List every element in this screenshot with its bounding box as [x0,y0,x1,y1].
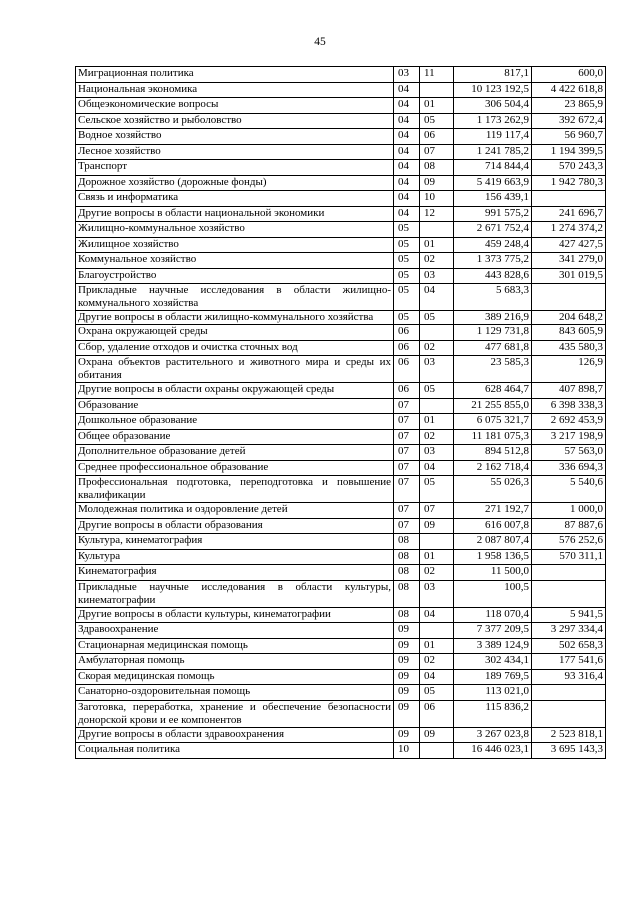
row-value-2: 5 540,6 [532,476,606,503]
budget-table [75,66,606,759]
row-value-2: 241 696,7 [532,206,606,222]
row-section-code: 09 [394,669,420,685]
row-value-2 [532,580,606,607]
row-subsection-code: 02 [420,253,454,269]
row-name: Среднее профессиональное образование [76,460,394,476]
row-value-1: 21 255 855,0 [454,398,532,414]
row-value-1: 113 021,0 [454,685,532,701]
table-row [76,549,606,565]
row-name: Национальная экономика [76,82,394,98]
table-row [76,700,606,727]
page-number: 45 [314,36,326,48]
row-name: Прикладные научные исследования в области культуры, кинематографии [76,580,394,607]
table-row [76,398,606,414]
row-value-2: 843 605,9 [532,325,606,341]
row-name: Водное хозяйство [76,129,394,145]
row-name: Другие вопросы в области культуры, кинематографии [76,607,394,623]
row-value-2: 56 960,7 [532,129,606,145]
row-subsection-code: 05 [420,685,454,701]
row-subsection-code: 02 [420,340,454,356]
row-subsection-code: 05 [420,476,454,503]
row-name: Другие вопросы в области национальной экономики [76,206,394,222]
row-subsection-code: 09 [420,727,454,743]
row-value-1: 23 585,3 [454,356,532,383]
row-section-code: 09 [394,623,420,639]
row-subsection-code [420,623,454,639]
table-row [76,534,606,550]
row-value-1: 5 683,3 [454,284,532,311]
table-row [76,638,606,654]
row-value-2 [532,284,606,311]
table-row [76,356,606,383]
row-value-2: 407 898,7 [532,383,606,399]
budget-table-body [76,67,606,759]
table-row [76,237,606,253]
table-row [76,476,606,503]
row-value-2: 301 019,5 [532,268,606,284]
row-name: Социальная политика [76,743,394,759]
row-value-1: 616 007,8 [454,518,532,534]
row-section-code: 04 [394,98,420,114]
row-value-2: 3 297 334,4 [532,623,606,639]
row-subsection-code [420,325,454,341]
row-value-2: 177 541,6 [532,654,606,670]
table-row [76,113,606,129]
row-subsection-code: 03 [420,268,454,284]
row-value-2: 5 941,5 [532,607,606,623]
row-section-code: 07 [394,445,420,461]
row-section-code: 10 [394,743,420,759]
table-row [76,191,606,207]
row-value-1: 306 504,4 [454,98,532,114]
row-name: Культура [76,549,394,565]
row-section-code: 07 [394,460,420,476]
row-value-2 [532,685,606,701]
table-row [76,160,606,176]
row-name: Охрана окружающей среды [76,325,394,341]
row-name: Коммунальное хозяйство [76,253,394,269]
row-name: Прикладные научные исследования в области жилищно-коммунального хозяйства [76,284,394,311]
row-name: Общеэкономические вопросы [76,98,394,114]
row-value-1: 271 192,7 [454,503,532,519]
table-row [76,654,606,670]
row-name: Культура, кинематография [76,534,394,550]
row-value-1: 302 434,1 [454,654,532,670]
row-value-1: 11 181 075,3 [454,429,532,445]
row-name: Здравоохранение [76,623,394,639]
row-subsection-code: 03 [420,580,454,607]
row-value-2 [532,191,606,207]
row-subsection-code: 04 [420,284,454,311]
row-value-2: 392 672,4 [532,113,606,129]
row-subsection-code: 08 [420,160,454,176]
table-row [76,460,606,476]
row-subsection-code: 01 [420,549,454,565]
table-row [76,206,606,222]
row-value-1: 1 958 136,5 [454,549,532,565]
row-value-1: 443 828,6 [454,268,532,284]
table-row [76,67,606,83]
row-value-2: 435 580,3 [532,340,606,356]
row-value-2: 341 279,0 [532,253,606,269]
row-subsection-code: 05 [420,311,454,325]
row-section-code: 06 [394,383,420,399]
row-subsection-code: 12 [420,206,454,222]
row-value-2: 600,0 [532,67,606,83]
row-value-1: 991 575,2 [454,206,532,222]
row-name: Жилищно-коммунальное хозяйство [76,222,394,238]
table-row [76,685,606,701]
row-section-code: 07 [394,398,420,414]
row-name: Миграционная политика [76,67,394,83]
row-subsection-code: 04 [420,669,454,685]
table-row [76,383,606,399]
row-value-2: 1 942 780,3 [532,175,606,191]
table-row [76,743,606,759]
row-subsection-code: 01 [420,414,454,430]
table-row [76,340,606,356]
row-name: Кинематография [76,565,394,581]
row-subsection-code [420,743,454,759]
row-value-1: 1 173 262,9 [454,113,532,129]
table-row [76,503,606,519]
row-section-code: 05 [394,268,420,284]
row-value-2: 336 694,3 [532,460,606,476]
row-subsection-code: 09 [420,518,454,534]
row-section-code: 05 [394,253,420,269]
table-row [76,129,606,145]
row-value-2: 2 523 818,1 [532,727,606,743]
row-value-1: 2 087 807,4 [454,534,532,550]
row-section-code: 07 [394,518,420,534]
row-subsection-code: 03 [420,356,454,383]
row-name: Санаторно-оздоровительная помощь [76,685,394,701]
row-section-code: 07 [394,429,420,445]
row-value-1: 2 162 718,4 [454,460,532,476]
row-section-code: 09 [394,685,420,701]
row-section-code: 04 [394,160,420,176]
row-section-code: 03 [394,67,420,83]
row-subsection-code: 04 [420,460,454,476]
row-name: Стационарная медицинская помощь [76,638,394,654]
row-section-code: 06 [394,325,420,341]
row-value-1: 894 512,8 [454,445,532,461]
row-name: Транспорт [76,160,394,176]
row-value-1: 389 216,9 [454,311,532,325]
row-section-code: 09 [394,727,420,743]
row-value-2: 3 695 143,3 [532,743,606,759]
row-name: Дошкольное образование [76,414,394,430]
row-name: Образование [76,398,394,414]
row-value-2: 570 243,3 [532,160,606,176]
row-section-code: 05 [394,284,420,311]
table-row [76,607,606,623]
row-value-2: 87 887,6 [532,518,606,534]
row-section-code: 04 [394,144,420,160]
row-value-1: 55 026,3 [454,476,532,503]
row-subsection-code: 07 [420,503,454,519]
row-subsection-code [420,534,454,550]
row-value-1: 1 129 731,8 [454,325,532,341]
row-value-2: 1 194 399,5 [532,144,606,160]
row-subsection-code: 09 [420,175,454,191]
table-row [76,445,606,461]
row-subsection-code: 01 [420,237,454,253]
row-section-code: 06 [394,340,420,356]
row-section-code: 07 [394,476,420,503]
table-row [76,429,606,445]
row-subsection-code: 02 [420,565,454,581]
row-name: Сбор, удаление отходов и очистка сточных вод [76,340,394,356]
table-row [76,669,606,685]
row-value-2 [532,700,606,727]
row-name: Благоустройство [76,268,394,284]
row-value-1: 3 389 124,9 [454,638,532,654]
row-value-1: 459 248,4 [454,237,532,253]
table-row [76,222,606,238]
row-value-1: 16 446 023,1 [454,743,532,759]
row-name: Другие вопросы в области охраны окружающей среды [76,383,394,399]
row-subsection-code: 07 [420,144,454,160]
row-subsection-code: 01 [420,98,454,114]
row-value-2: 3 217 198,9 [532,429,606,445]
table-row [76,144,606,160]
row-value-1: 1 373 775,2 [454,253,532,269]
row-name: Другие вопросы в области жилищно-коммунального хозяйства [76,311,394,325]
row-value-2: 204 648,2 [532,311,606,325]
table-row [76,518,606,534]
row-subsection-code: 05 [420,383,454,399]
table-row [76,175,606,191]
table-row [76,623,606,639]
row-value-2 [532,565,606,581]
row-value-2: 1 274 374,2 [532,222,606,238]
row-section-code: 08 [394,534,420,550]
row-section-code: 08 [394,565,420,581]
row-value-1: 115 836,2 [454,700,532,727]
row-subsection-code: 03 [420,445,454,461]
row-name: Профессиональная подготовка, переподготовка и повышение квалификации [76,476,394,503]
row-section-code: 09 [394,654,420,670]
row-section-code: 08 [394,607,420,623]
row-value-1: 714 844,4 [454,160,532,176]
row-section-code: 04 [394,175,420,191]
row-value-2: 4 422 618,8 [532,82,606,98]
row-value-1: 628 464,7 [454,383,532,399]
row-value-1: 119 117,4 [454,129,532,145]
row-value-1: 11 500,0 [454,565,532,581]
table-row [76,580,606,607]
row-subsection-code: 01 [420,638,454,654]
row-name: Общее образование [76,429,394,445]
row-section-code: 07 [394,414,420,430]
table-row [76,414,606,430]
table-row [76,727,606,743]
row-name: Амбулаторная помощь [76,654,394,670]
row-section-code: 08 [394,549,420,565]
row-subsection-code: 11 [420,67,454,83]
row-name: Жилищное хозяйство [76,237,394,253]
row-name: Скорая медицинская помощь [76,669,394,685]
row-name: Заготовка, переработка, хранение и обеспечение безопасности донорской крови и ее компонентов [76,700,394,727]
row-subsection-code: 02 [420,654,454,670]
row-section-code: 06 [394,356,420,383]
row-section-code: 04 [394,206,420,222]
row-section-code: 07 [394,503,420,519]
row-value-2: 502 658,3 [532,638,606,654]
row-value-1: 5 419 663,9 [454,175,532,191]
row-section-code: 09 [394,638,420,654]
row-value-2: 570 311,1 [532,549,606,565]
row-subsection-code: 06 [420,700,454,727]
table-row [76,98,606,114]
row-value-1: 7 377 209,5 [454,623,532,639]
row-subsection-code: 02 [420,429,454,445]
row-section-code: 04 [394,113,420,129]
row-section-code: 05 [394,237,420,253]
row-value-1: 156 439,1 [454,191,532,207]
row-section-code: 05 [394,222,420,238]
row-value-1: 3 267 023,8 [454,727,532,743]
row-value-1: 817,1 [454,67,532,83]
table-row [76,565,606,581]
row-value-2: 93 316,4 [532,669,606,685]
row-subsection-code: 06 [420,129,454,145]
row-value-2: 427 427,5 [532,237,606,253]
row-name: Сельское хозяйство и рыболовство [76,113,394,129]
row-subsection-code: 10 [420,191,454,207]
row-section-code: 04 [394,191,420,207]
row-subsection-code [420,222,454,238]
row-value-1: 1 241 785,2 [454,144,532,160]
row-section-code: 05 [394,311,420,325]
row-name: Дополнительное образование детей [76,445,394,461]
row-section-code: 08 [394,580,420,607]
row-value-1: 118 070,4 [454,607,532,623]
row-name: Молодежная политика и оздоровление детей [76,503,394,519]
table-row [76,284,606,311]
row-name: Связь и информатика [76,191,394,207]
table-row [76,253,606,269]
row-value-2: 23 865,9 [532,98,606,114]
table-row [76,82,606,98]
row-value-2: 57 563,0 [532,445,606,461]
row-subsection-code: 04 [420,607,454,623]
row-value-2: 1 000,0 [532,503,606,519]
row-value-1: 2 671 752,4 [454,222,532,238]
row-value-2: 6 398 338,3 [532,398,606,414]
row-value-1: 100,5 [454,580,532,607]
row-value-1: 6 075 321,7 [454,414,532,430]
row-name: Лесное хозяйство [76,144,394,160]
row-value-1: 477 681,8 [454,340,532,356]
row-section-code: 04 [394,82,420,98]
row-section-code: 09 [394,700,420,727]
row-value-1: 10 123 192,5 [454,82,532,98]
row-name: Другие вопросы в области здравоохранения [76,727,394,743]
row-name: Другие вопросы в области образования [76,518,394,534]
row-subsection-code [420,82,454,98]
row-value-1: 189 769,5 [454,669,532,685]
table-row [76,311,606,325]
row-value-2: 126,9 [532,356,606,383]
table-row [76,268,606,284]
row-value-2: 576 252,6 [532,534,606,550]
row-subsection-code [420,398,454,414]
row-section-code: 04 [394,129,420,145]
row-subsection-code: 05 [420,113,454,129]
table-row [76,325,606,341]
row-value-2: 2 692 453,9 [532,414,606,430]
row-name: Охрана объектов растительного и животного мира и среды их обитания [76,356,394,383]
row-name: Дорожное хозяйство (дорожные фонды) [76,175,394,191]
